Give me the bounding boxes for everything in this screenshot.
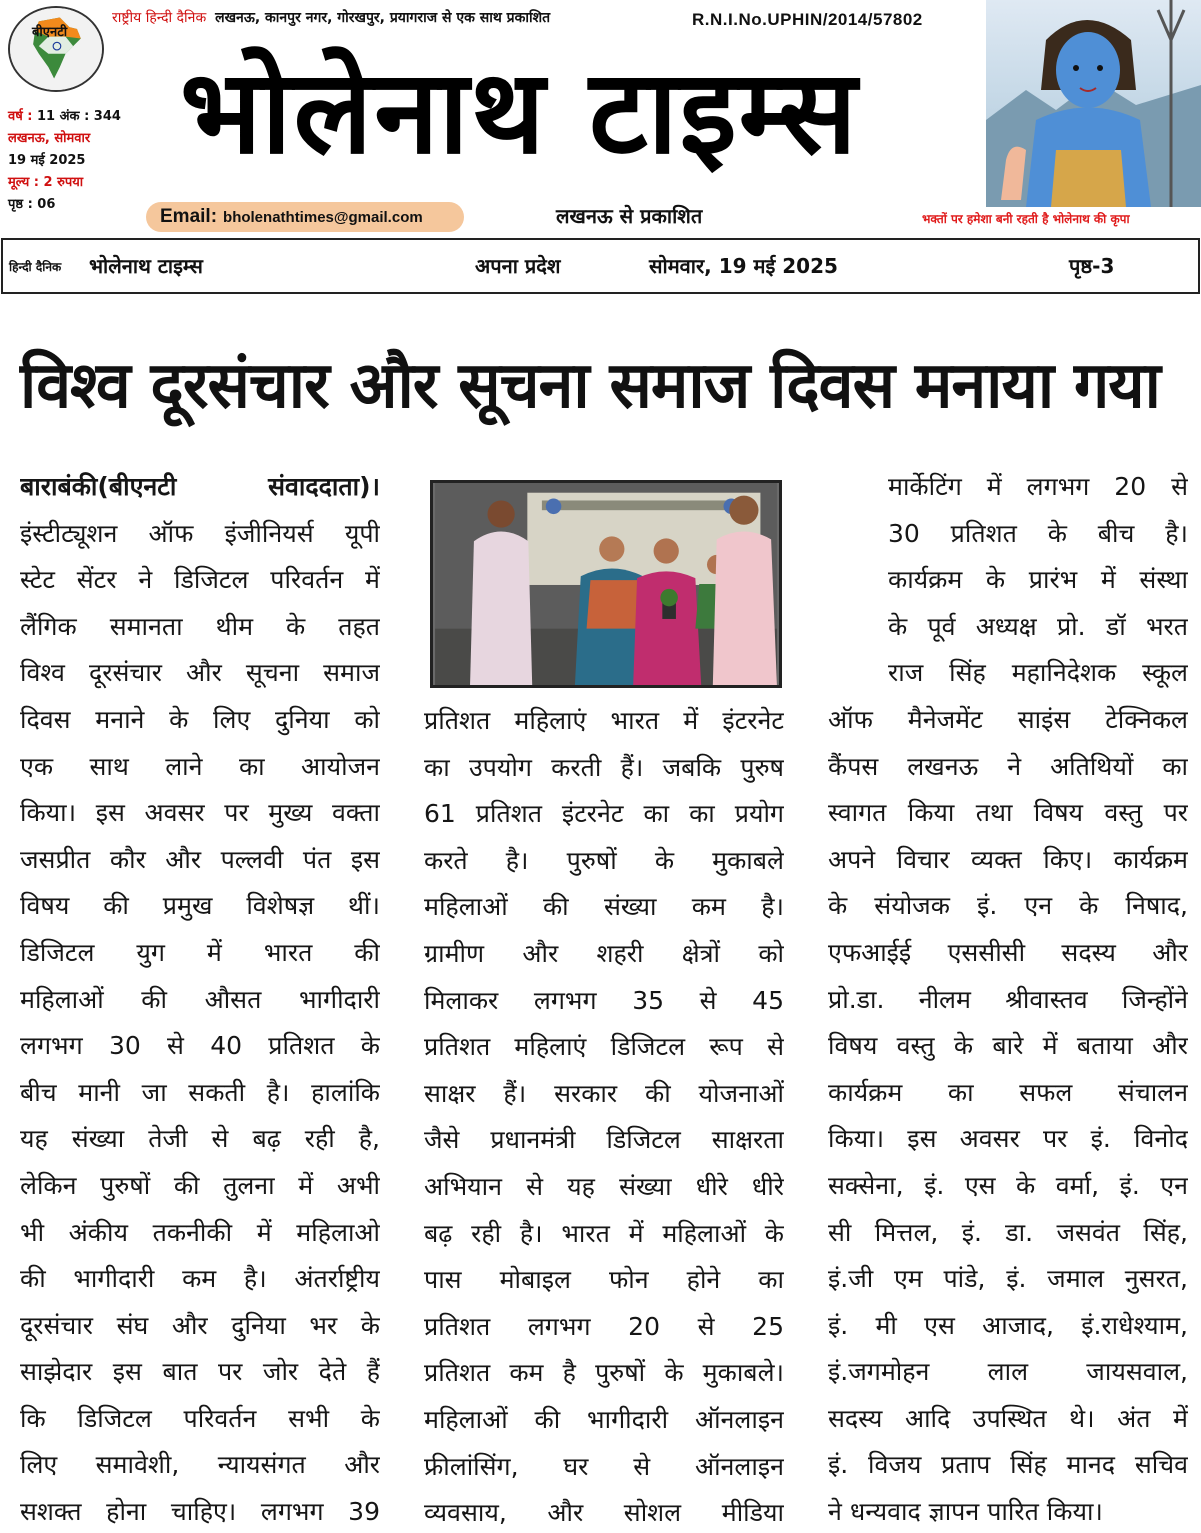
devotion-line: भक्तों पर हमेशा बनी रहती है भोलेनाथ की कृपा xyxy=(922,212,1130,226)
text-line: साझेदार इस बात पर जोर देते हैं xyxy=(20,1357,380,1387)
pages-label: पृष्ठ : xyxy=(8,197,33,212)
issue-meta xyxy=(8,106,121,216)
text-line: ऑफ मैनेजमेंट साइंस टेक्निकल xyxy=(828,704,1188,734)
text-line: कार्यक्रम के प्रारंभ में संस्था xyxy=(888,565,1188,595)
price-label: मूल्य : xyxy=(8,175,39,190)
text-line: बीच मानी जा सकती है। हालांकि xyxy=(20,1077,380,1107)
issue-value: 344 xyxy=(93,109,121,124)
text-line: महिलाओं की संख्या कम है। xyxy=(424,892,784,922)
text-line: जैसे प्रधानमंत्री डिजिटल साक्षरता xyxy=(424,1125,784,1155)
text-line: दिवस मनाने के लिए दुनिया को xyxy=(20,704,380,734)
text-line: प्रतिशत लगभग 20 से 25 xyxy=(424,1311,784,1341)
text-line: महिलाओं की भागीदारी ऑनलाइन xyxy=(424,1404,784,1434)
article-headline: विश्व दूरसंचार और सूचना समाज दिवस मनाया गया xyxy=(20,349,1160,423)
text-line: लगभग 30 से 40 प्रतिशत के xyxy=(20,1031,380,1061)
event-photo xyxy=(430,480,782,688)
india-map-logo-icon xyxy=(10,8,102,90)
pages-value: 06 xyxy=(37,197,56,212)
text-line: का उपयोग करती हैं। जबकि पुरुष xyxy=(424,752,784,782)
text-line: करते है। पुरुषों के मुकाबले xyxy=(424,845,784,875)
text-line: लैंगिक समानता थीम के तहत xyxy=(20,611,380,641)
text-line: के पूर्व अध्यक्ष प्रो. डॉ भरत xyxy=(888,611,1188,641)
text-line: लिए समावेशी, न्यायसंगत और xyxy=(20,1450,380,1480)
shiva-image-icon xyxy=(986,0,1201,207)
text-line: की भागीदारी कम है। अंतर्राष्ट्रीय xyxy=(20,1264,380,1294)
year-value: 11 xyxy=(37,109,56,124)
event-photo-image xyxy=(433,483,779,685)
issue-date: 19 मई 2025 xyxy=(8,153,86,168)
rni-number: R.N.I.No.UPHIN/2014/57802 xyxy=(692,10,923,29)
text-line: विषय की प्रमुख विशेषज्ञ थीं। xyxy=(20,891,380,921)
text-line: कैंपस लखनऊ ने अतिथियों का xyxy=(828,751,1188,781)
text-line: मार्केटिंग में लगभग 20 से xyxy=(888,472,1188,501)
article-column-2 xyxy=(424,698,784,1533)
price-value: 2 रुपया xyxy=(43,175,84,190)
text-line: व्यवसाय, और सोशल मीडिया xyxy=(424,1498,784,1528)
text-line: सशक्त होना चाहिए। लगभग 39 xyxy=(20,1497,380,1527)
text-line: बढ़ रही है। भारत में महिलाओं के xyxy=(424,1218,784,1248)
text-line: राज सिंह महानिदेशक स्कूल xyxy=(888,658,1188,688)
text-line: इं.जगमोहन लाल जायसवाल, xyxy=(828,1357,1188,1387)
text-line: किया। इस अवसर पर मुख्य वक्ता xyxy=(20,798,380,828)
folio-date: सोमवार, 19 मई 2025 xyxy=(649,254,838,278)
newspaper-title: भोलेनाथ टाइम्स xyxy=(180,45,859,180)
text-line: इं.जी एम पांडे, इं. जमाल नुसरत, xyxy=(828,1264,1188,1294)
text-line: ने धन्यवाद ज्ञापन पारित किया। xyxy=(828,1497,1103,1527)
year-label: वर्ष : xyxy=(8,109,33,124)
text-line: इंस्टीट्यूशन ऑफ इंजीनियर्स यूपी xyxy=(20,518,380,548)
text-line: मिलाकर लगभग 35 से 45 xyxy=(424,985,784,1015)
published-from: लखनऊ से प्रकाशित xyxy=(556,204,703,228)
text-line: सी मित्तल, इं. डा. जसवंत सिंह, xyxy=(828,1217,1188,1247)
masthead-tagline xyxy=(112,8,550,27)
text-line: फ्रीलांसिंग, घर से ऑनलाइन xyxy=(424,1451,784,1481)
text-line: अपने विचार व्यक्त किए। कार्यक्रम xyxy=(828,844,1188,874)
text-line: 30 प्रतिशत के बीच है। xyxy=(888,518,1188,548)
tagline-national: राष्ट्रीय हिन्दी दैनिक xyxy=(112,10,207,26)
text-line: पास मोबाइल फोन होने का xyxy=(424,1265,784,1295)
text-line: दूरसंचार संघ और दुनिया भर के xyxy=(20,1310,380,1340)
text-line: के संयोजक इं. एन के निषाद, xyxy=(828,891,1188,921)
text-line: डिजिटल युग में भारत की xyxy=(20,937,380,967)
text-line: प्रो.डा. नीलम श्रीवास्तव जिन्होंने xyxy=(828,984,1188,1014)
text-line: कार्यक्रम का सफल संचालन xyxy=(828,1077,1188,1107)
text-line: विश्व दूरसंचार और सूचना समाज xyxy=(20,658,380,688)
text-line: सक्सेना, इं. एस के वर्मा, इं. एन xyxy=(828,1170,1188,1200)
newspaper-logo xyxy=(8,6,104,92)
text-line: महिलाओं की औसत भागीदारी xyxy=(20,984,380,1014)
text-line: प्रतिशत महिलाएं डिजिटल रूप से xyxy=(424,1032,784,1062)
text-line: स्टेट सेंटर ने डिजिटल परिवर्तन में xyxy=(20,565,380,595)
text-line: अभियान से यह संख्या धीरे धीरे xyxy=(424,1171,784,1201)
email-label: Email: xyxy=(160,206,218,227)
text-line: ग्रामीण और शहरी क्षेत्रों को xyxy=(424,938,784,968)
logo-text: बीएनटी xyxy=(32,25,68,40)
text-line: स्वागत किया तथा विषय वस्तु पर xyxy=(828,798,1188,828)
shiva-illustration xyxy=(986,0,1201,207)
article-column-1 xyxy=(20,464,380,1533)
text-line: 61 प्रतिशत इंटरनेट का का प्रयोग xyxy=(424,799,784,829)
text-line: विषय वस्तु के बारे में बताया और xyxy=(828,1031,1188,1061)
folio-page-number: पृष्ठ-3 xyxy=(1069,254,1115,278)
text-line: इं. मी एस आजाद, इं.राधेश्याम, xyxy=(828,1310,1188,1340)
text-line: किया। इस अवसर पर इं. विनोद xyxy=(828,1124,1188,1154)
email-address[interactable]: bholenathtimes@gmail.com xyxy=(223,209,423,226)
text-line: कि डिजिटल परिवर्तन सभी के xyxy=(20,1403,380,1433)
folio-paper-type: हिन्दी दैनिक xyxy=(9,260,62,274)
folio-band xyxy=(1,238,1200,294)
text-line: जसप्रीत कौर और पल्लवी पंत इस xyxy=(20,844,380,874)
email-pill[interactable] xyxy=(146,202,464,232)
text-line: एफआईई एससीसी सदस्य और xyxy=(828,937,1188,967)
tagline-cities: लखनऊ, कानपुर नगर, गोरखपुर, प्रयागराज से एक साथ प्रकाशित xyxy=(215,10,551,26)
text-line: इं. विजय प्रताप सिंह मानद सचिव xyxy=(828,1450,1188,1480)
text-line: साक्षर हैं। सरकार की योजनाओं xyxy=(424,1078,784,1108)
issue-label: अंक : xyxy=(59,109,90,124)
text-line: सदस्य आदि उपस्थित थे। अंत में xyxy=(828,1403,1188,1433)
article-column-3 xyxy=(828,464,1188,1533)
text-line: भी अंकीय तकनीकी में महिलाओ xyxy=(20,1217,380,1247)
article-dateline: बाराबंकी(बीएनटी संवाददाता)। xyxy=(20,472,380,501)
text-line: यह संख्या तेजी से बढ़ रही है, xyxy=(20,1124,380,1154)
text-line: प्रतिशत कम है पुरुषों के मुकाबले। xyxy=(424,1358,784,1388)
text-line: लेकिन पुरुषों की तुलना में अभी xyxy=(20,1170,380,1200)
text-line: प्रतिशत महिलाएं भारत में इंटरनेट xyxy=(424,706,784,735)
folio-paper-name: भोलेनाथ टाइम्स xyxy=(89,254,203,278)
text-line: एक साथ लाने का आयोजन xyxy=(20,751,380,781)
folio-section: अपना प्रदेश xyxy=(475,254,561,278)
place-day: लखनऊ, सोमवार xyxy=(8,131,91,146)
